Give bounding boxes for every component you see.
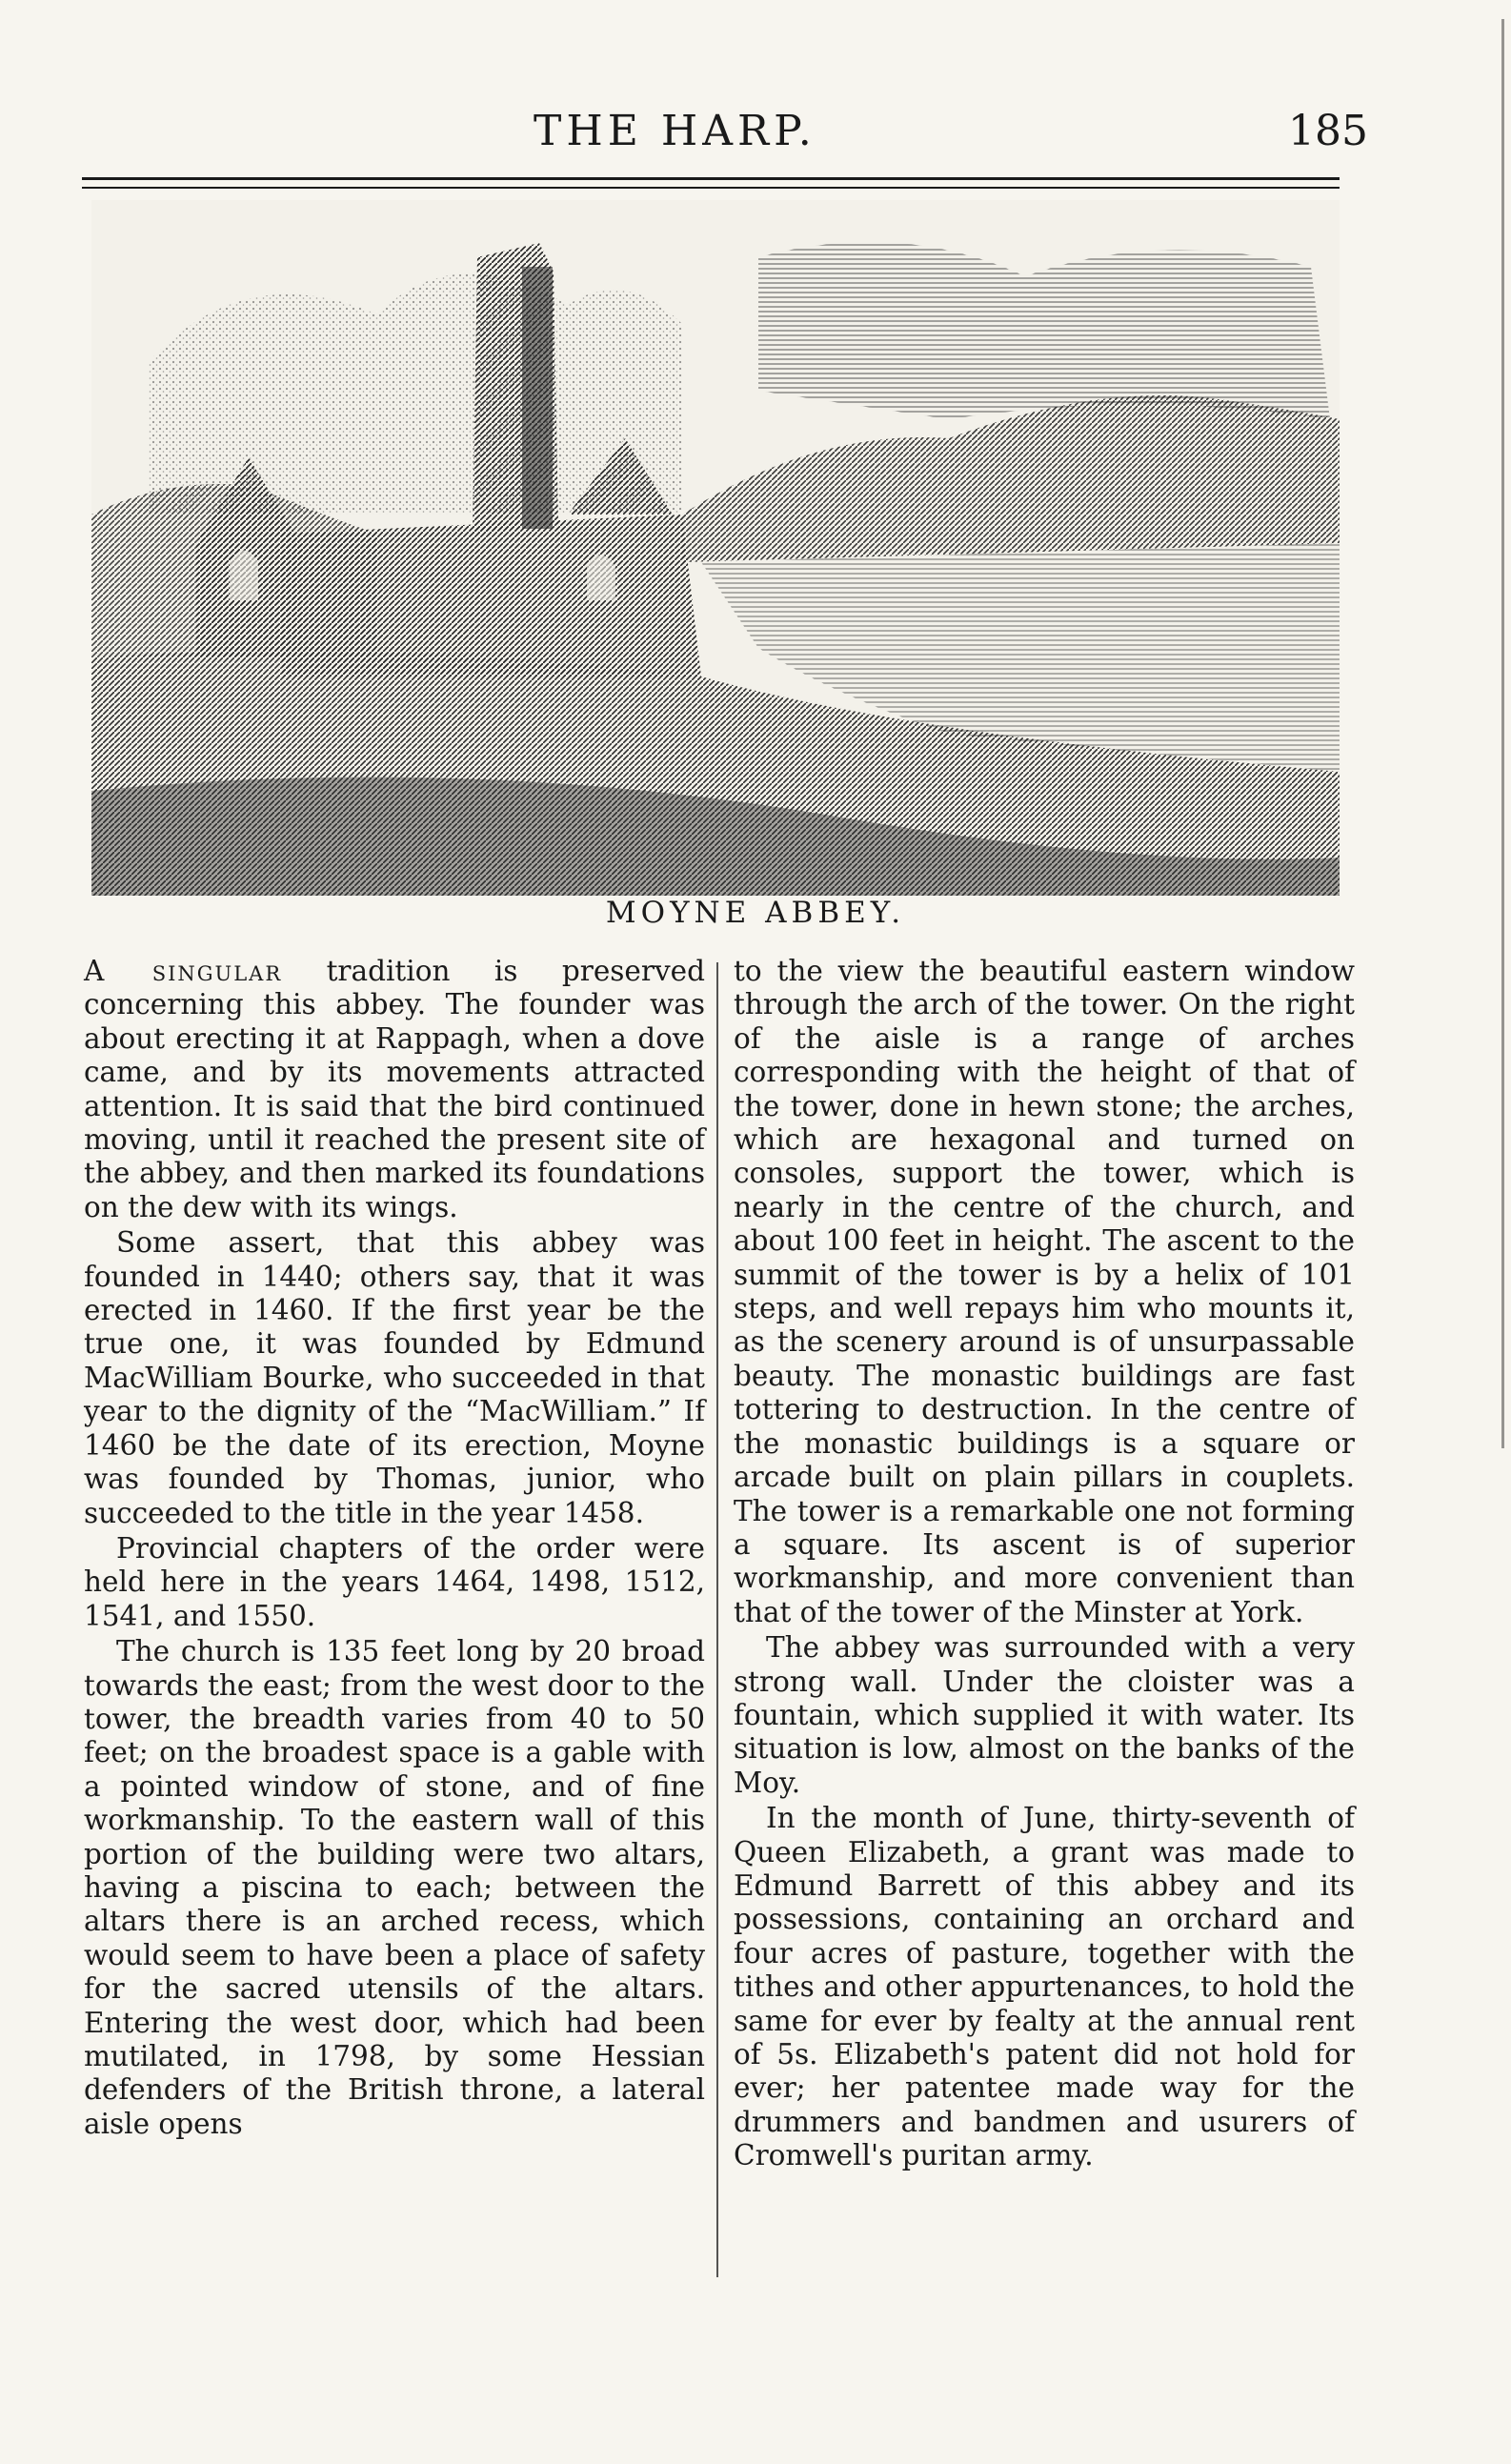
article-paragraph: Some assert, that this abbey was founded in 1440; others say, that it was erected in 1460. If the first year be the true one, it was founded by Edmund MacWilliam Bourke, who succeeded in that year to the dignity of the “MacWilliam.” If 1460 be the date of its erection, Moyne was founded by Thomas, junior, who succeeded to the title in the year 1458. (84, 1226, 705, 1529)
paragraph-text: tradition is preserved concerning this abbey. The founder was about erecting it at Rappagh, when a dove came, and by its movements attracted attention. It is said that the bird continued moving, until it reached the present site of the abbey, and then marked its foundations on the dew with its wings. (84, 955, 705, 1223)
article-column-left (84, 955, 705, 2141)
drop-phrase: A singular (84, 955, 283, 987)
abbey-engraving-illustration (91, 200, 1340, 896)
page-number: 185 (1288, 107, 1368, 155)
tower-dark-face (522, 267, 553, 529)
article-paragraph: The church is 135 feet long by 20 broad towards the east; from the west door to the tower, the breadth varies from 40 to 50 feet; on the broadest space is a gable with a pointed window of stone, and of fine workmanship. To the eastern wall of this portion of the building were two altars, having a piscina to each; between the altars there is an arched recess, which would seem to have been a place of safety for the sacred utensils of the altars. Entering the west door, which had been mutilated, in 1798, by some Hessian defenders of the British throne, a lateral aisle opens (84, 1635, 705, 2140)
running-header-title: THE HARP. (534, 107, 816, 155)
page-edge (1501, 19, 1504, 1448)
header-rule-thin (82, 187, 1340, 189)
gothic-window-2 (587, 555, 615, 601)
article-column-right (734, 955, 1355, 2173)
article-paragraph: In the month of June, thirty-seventh of Queen Elizabeth, a grant was made to Edmund Barrett of this abbey and its possessions, containing an orchard and four acres of pasture, together with the tithes and other appurtenances, to hold the same for ever by fealty at the annual rent of 5s. Elizabeth's patent did not hold for ever; her patentee made way for the drummers and bandmen and usurers of Cromwell's puritan army. (734, 1802, 1355, 2172)
header-rule-thick (82, 177, 1340, 180)
article-paragraph: Provincial chapters of the order were held here in the years 1464, 1498, 1512, 1541, and 1550. (84, 1531, 705, 1632)
gothic-window (230, 551, 258, 601)
article-paragraph: to the view the beautiful eastern window through the arch of the tower. On the right of the aisle is a range of arches corresponding with the height of that of the tower, done in hewn stone; the arches, which are hexagonal and turned on consoles, support the tower, which is nearly in the centre of the church, and about 100 feet in height. The ascent to the summit of the tower is by a helix of 101 steps, and well repays him who mounts it, as the scenery around is of unsurpassable beauty. The monastic buildings are fast tottering to destruction. In the centre of the monastic buildings is a square or arcade built on plain pillars in couplets. The tower is a remarkable one not forming a square. Its ascent is of superior workmanship, and more convenient than that of the tower of the Minster at York. (734, 955, 1355, 1628)
article-paragraph (84, 955, 705, 1224)
article-paragraph: The abbey was surrounded with a very strong wall. Under the cloister was a fountain, which supplied it with water. Its situation is low, almost on the banks of the Moy. (734, 1631, 1355, 1799)
illustration-caption: MOYNE ABBEY. (605, 896, 906, 930)
column-divider (716, 962, 718, 2277)
